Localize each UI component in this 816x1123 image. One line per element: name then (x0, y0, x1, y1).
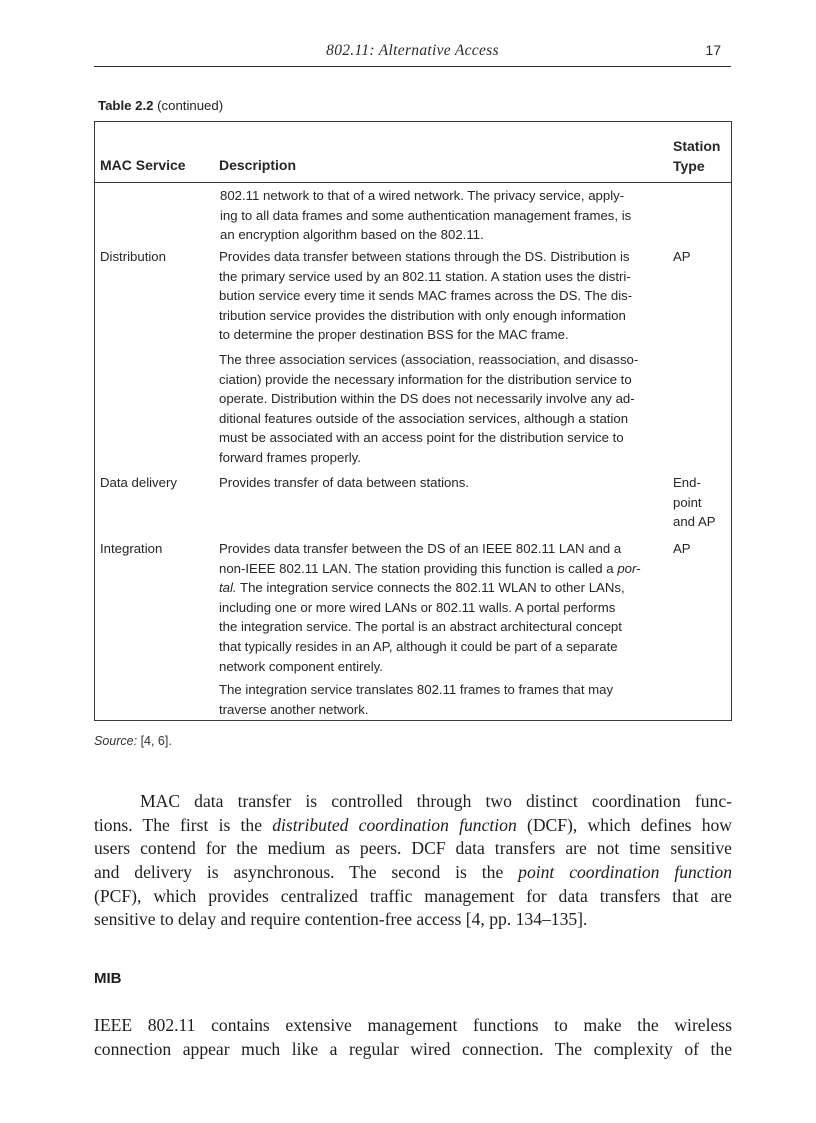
mac-services-table (94, 121, 732, 721)
table-caption-label: Table 2.2 (98, 98, 154, 113)
row-integration-description-2: The integration service translates 802.11 frames to frames that may traverse another network. (219, 682, 614, 717)
row-data-delivery-station-type: End- point and AP (673, 475, 716, 530)
row-distribution-station-type: AP (673, 249, 691, 264)
source-label: Source: (94, 734, 138, 748)
row-data-delivery-service: Data delivery (100, 475, 177, 490)
table-caption-continued: (continued) (153, 98, 224, 113)
table-header-row (95, 122, 731, 183)
row-distribution-description-1: Provides data transfer between stations through the DS. Distribution is the primary service used by an 802.11 station. A station uses the distri- bution service every time it sends MAC frames across the DS. The dis- tribution service provides the distribution with only enough information to determine the proper destination BSS for the MAC frame. (219, 249, 633, 343)
column-header-description: Description (219, 157, 297, 173)
term-pcf: point coordination function (518, 862, 732, 883)
section-heading-mib: MIB (94, 970, 122, 987)
paragraph-mac-data-transfer: MAC data transfer is controlled through two distinct coordination func- tions. The first is the distributed coordination function (DCF), which defines how users contend for the medium as peers. DCF data transfers are not time sensitive and delivery is asynchronous. The second is the point coordination function (PCF), which provides centralized traffic management for data transfers that are sensitive to delay and require contention-free access [4, pp. 134–135]. (94, 791, 732, 930)
running-title: 802.11: Alternative Access (326, 42, 499, 59)
row-distribution-description-2: The three association services (association, reassociation, and disasso- ciation) provide the necessary information for the distribution service to operate. Distribution within the DS does not necessarily involve any ad- ditional features outside of the association services, although a station must be associated with an access point for the distribution service to forward frames properly. (219, 352, 639, 465)
running-header (94, 40, 731, 67)
row-integration-description-1: Provides data transfer between the DS of an IEEE 802.11 LAN and a non-IEEE 802.11 LAN. The station providing this function is called a por- tal. The integration service connects the 802.11 WLAN to other LANs, including one or more wired LANs or 802.11 walls. A portal performs the integration service. The portal is an abstract architectural concept that typically resides in an AP, although it could be part of a separate network component entirely. (219, 541, 641, 674)
term-portal: por- (617, 560, 641, 576)
paragraph-mib: IEEE 802.11 contains extensive management functions to make the wireless connection appear much like a regular wired connection. The complexity of the (94, 1015, 732, 1059)
row-distribution-service: Distribution (100, 249, 166, 264)
table-caption (98, 98, 223, 113)
row-integration-service: Integration (100, 541, 163, 556)
table-source (94, 734, 172, 748)
term-portal-continued: tal. (219, 580, 237, 596)
column-header-station-type: Station Type (673, 138, 721, 174)
row-integration-station-type: AP (673, 541, 691, 556)
term-dcf: distributed coordination function (272, 814, 517, 835)
row-data-delivery-description: Provides transfer of data between stations. (219, 475, 469, 490)
page-number: 17 (705, 42, 721, 58)
column-header-mac-service: MAC Service (100, 157, 186, 173)
continued-description: 802.11 network to that of a wired network. The privacy service, apply- ing to all data frames and some authentication management frames, is an encryption algorithm based on the 802.11. (220, 188, 632, 243)
source-refs: [4, 6]. (137, 734, 172, 748)
